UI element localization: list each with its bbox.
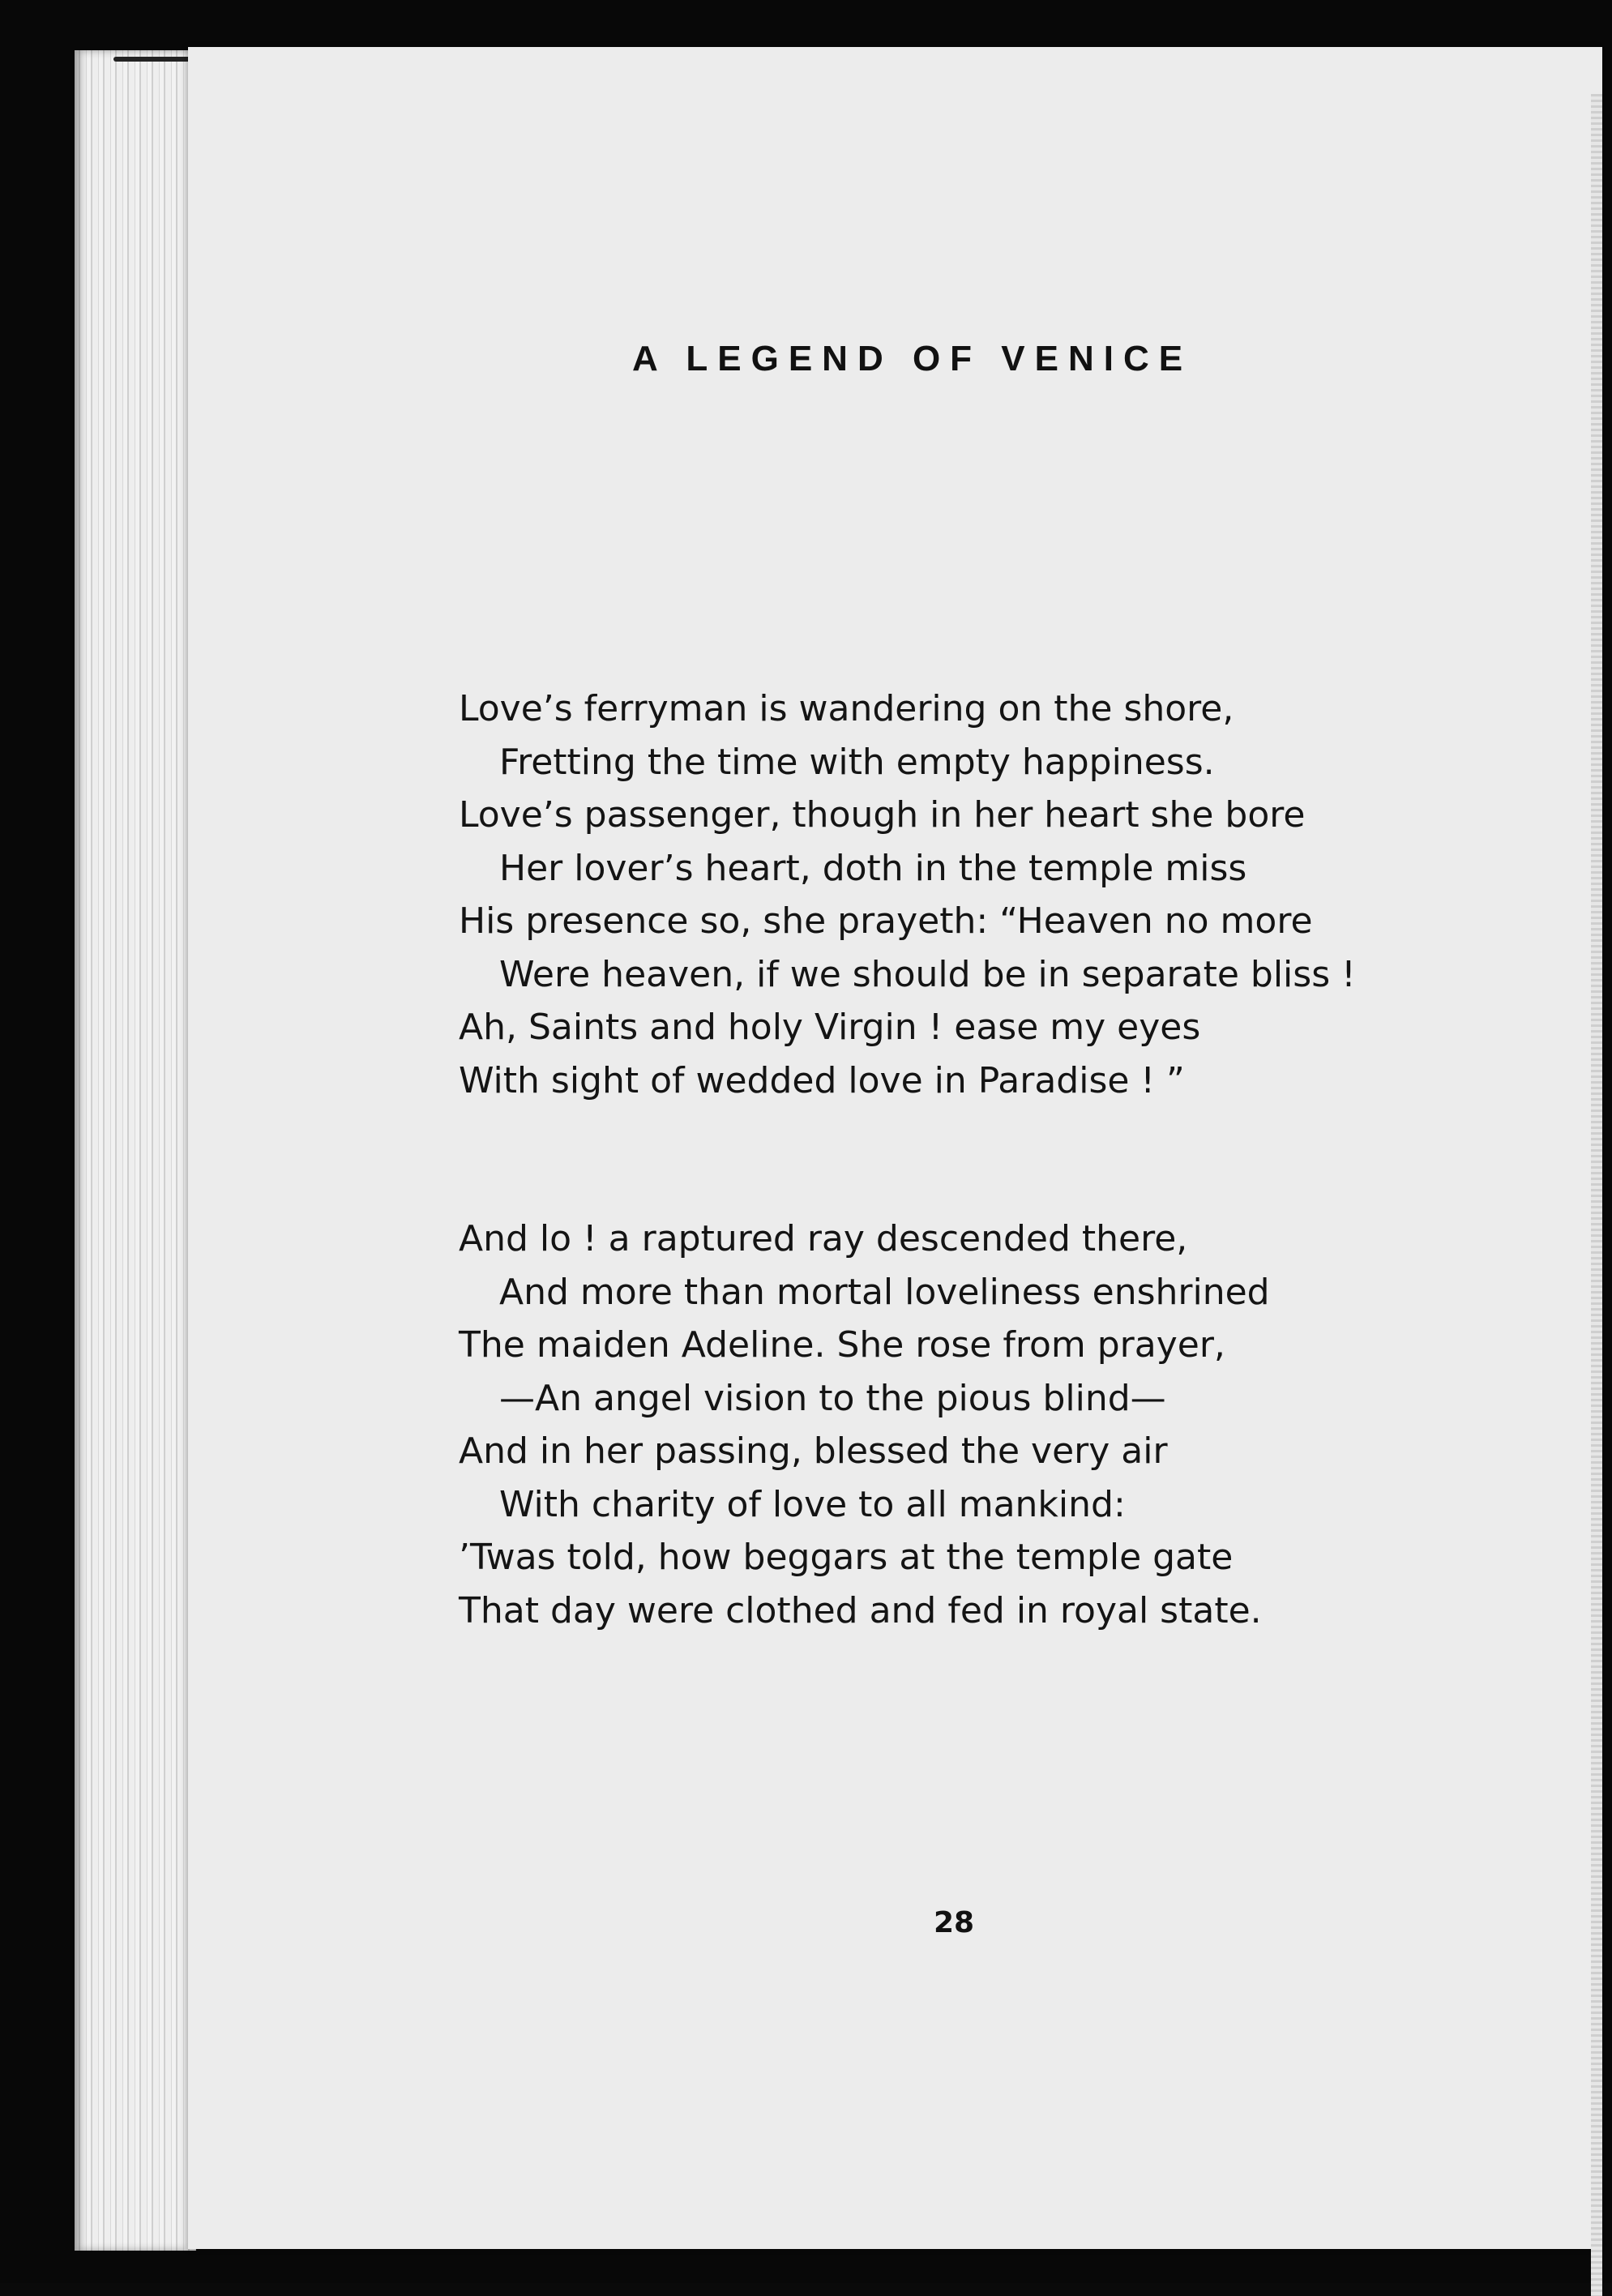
poem-line: And in her passing, blessed the very air: [459, 1430, 1168, 1472]
poem-line: The maiden Adeline. She rose from prayer,: [459, 1324, 1225, 1366]
page-right-edge: [1591, 94, 1602, 2296]
page-number: 28: [934, 1906, 975, 1939]
poem-line: ’Twas told, how beggars at the temple gate: [459, 1537, 1234, 1578]
poem-title: A LEGEND OF VENICE: [632, 339, 1193, 378]
poem-line: Love’s passenger, though in her heart she bore: [459, 794, 1306, 836]
poem-line: —An angel vision to the pious blind—: [499, 1377, 1166, 1419]
book-page-edges: [75, 50, 196, 2251]
poem-line: Ah, Saints and holy Virgin ! ease my eyes: [459, 1007, 1201, 1048]
poem-line: Were heaven, if we should be in separate bliss !: [499, 953, 1356, 995]
poem-line: Fretting the time with empty happiness.: [499, 741, 1215, 783]
poem-line: With sight of wedded love in Paradise ! ”: [459, 1059, 1185, 1101]
poem-line: Love’s ferryman is wandering on the shore,: [459, 688, 1234, 729]
stanza-2: [459, 1212, 1431, 1637]
stanza-1: [459, 682, 1431, 1107]
poem-line: Her lover’s heart, doth in the temple miss: [499, 847, 1247, 889]
poem-line: And lo ! a raptured ray descended there,: [459, 1218, 1188, 1259]
poem-line: That day were clothed and fed in royal state.: [459, 1589, 1262, 1631]
poem-line: And more than mortal loveliness enshrined: [499, 1271, 1270, 1313]
poem-body: [459, 682, 1431, 1637]
poem-line: With charity of love to all mankind:: [499, 1483, 1126, 1525]
poem-line: His presence so, she prayeth: “Heaven no more: [459, 900, 1313, 942]
